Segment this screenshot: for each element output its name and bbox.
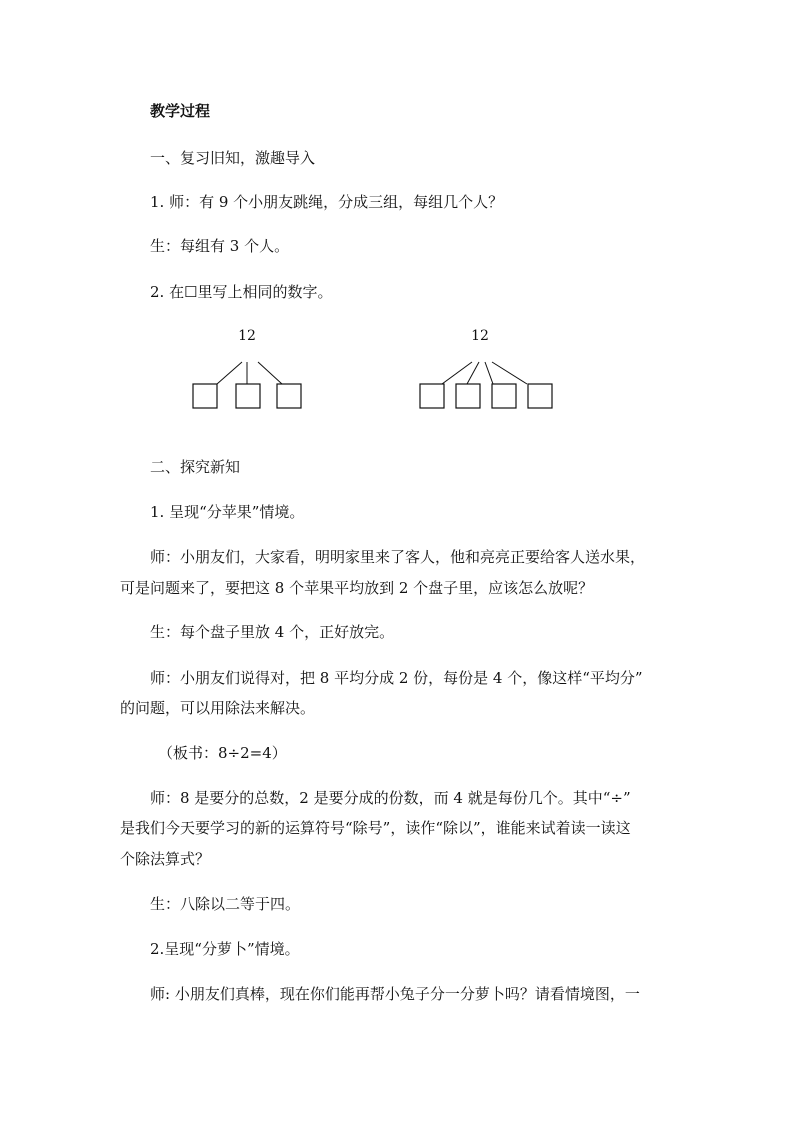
section-2-title: 二、探究新知 — [150, 458, 241, 476]
teacher-paragraph-2-line-1: 师：小朋友们说得对，把 8 平均分成 2 份，每份是 4 个，像这样“平均分” — [150, 669, 643, 687]
right-split-lines — [442, 362, 527, 384]
student-answer-2: 生：八除以二等于四。 — [150, 895, 301, 913]
right-total-number: 12 — [471, 328, 489, 344]
left-total-number: 12 — [238, 328, 256, 344]
teacher-paragraph-2-line-2: 的问题，可以用除法来解决。 — [120, 699, 316, 717]
page-heading: 教学过程 — [150, 102, 211, 120]
right-answer-box-2[interactable] — [456, 384, 480, 408]
teacher-paragraph-3-line-3: 个除法算式？ — [120, 850, 211, 868]
section-1-title: 一、复习旧知，激趣导入 — [150, 149, 316, 167]
left-answer-box-1[interactable] — [193, 384, 217, 408]
item-1-title: 1. 呈现“分苹果”情境。 — [150, 503, 305, 521]
left-split-lines — [217, 362, 282, 384]
left-answer-box-2[interactable] — [236, 384, 260, 408]
right-answer-box-4[interactable] — [528, 384, 552, 408]
board-writing: （板书：8÷2=4） — [158, 744, 287, 762]
left-answer-box-3[interactable] — [277, 384, 301, 408]
teacher-paragraph-1-line-1: 师：小朋友们，大家看，明明家里来了客人，他和亮亮正要给客人送水果， — [150, 548, 646, 566]
teacher-paragraph-4-line-1: 师: 小朋友们真棒，现在你们能再帮小兔子分一分萝卜吗？请看情境图，一 — [150, 985, 640, 1003]
item-2-title: 2.呈现“分萝卜”情境。 — [150, 940, 300, 958]
right-answer-box-1[interactable] — [420, 384, 444, 408]
right-answer-box-3[interactable] — [492, 384, 516, 408]
teacher-paragraph-3-line-2: 是我们今天要学习的新的运算符号“除号”，读作“除以”，谁能来试着读一读这 — [120, 819, 631, 837]
question-1: 1. 师：有 9 个小朋友跳绳，分成三组，每组几个人？ — [150, 193, 504, 211]
student-answer-1: 生：每个盘子里放 4 个，正好放完。 — [150, 623, 395, 641]
teacher-paragraph-3-line-1: 师：8 是要分的总数，2 是要分成的份数，而 4 就是每份几个。其中“÷” — [150, 789, 631, 807]
teacher-paragraph-1-line-2: 可是问题来了，要把这 8 个苹果平均放到 2 个盘子里，应该怎么放呢？ — [120, 579, 594, 597]
answer-1: 生：每组有 3 个人。 — [150, 237, 290, 255]
number-split-diagram — [180, 318, 580, 418]
question-2: 2. 在☐里写上相同的数字。 — [150, 283, 333, 301]
